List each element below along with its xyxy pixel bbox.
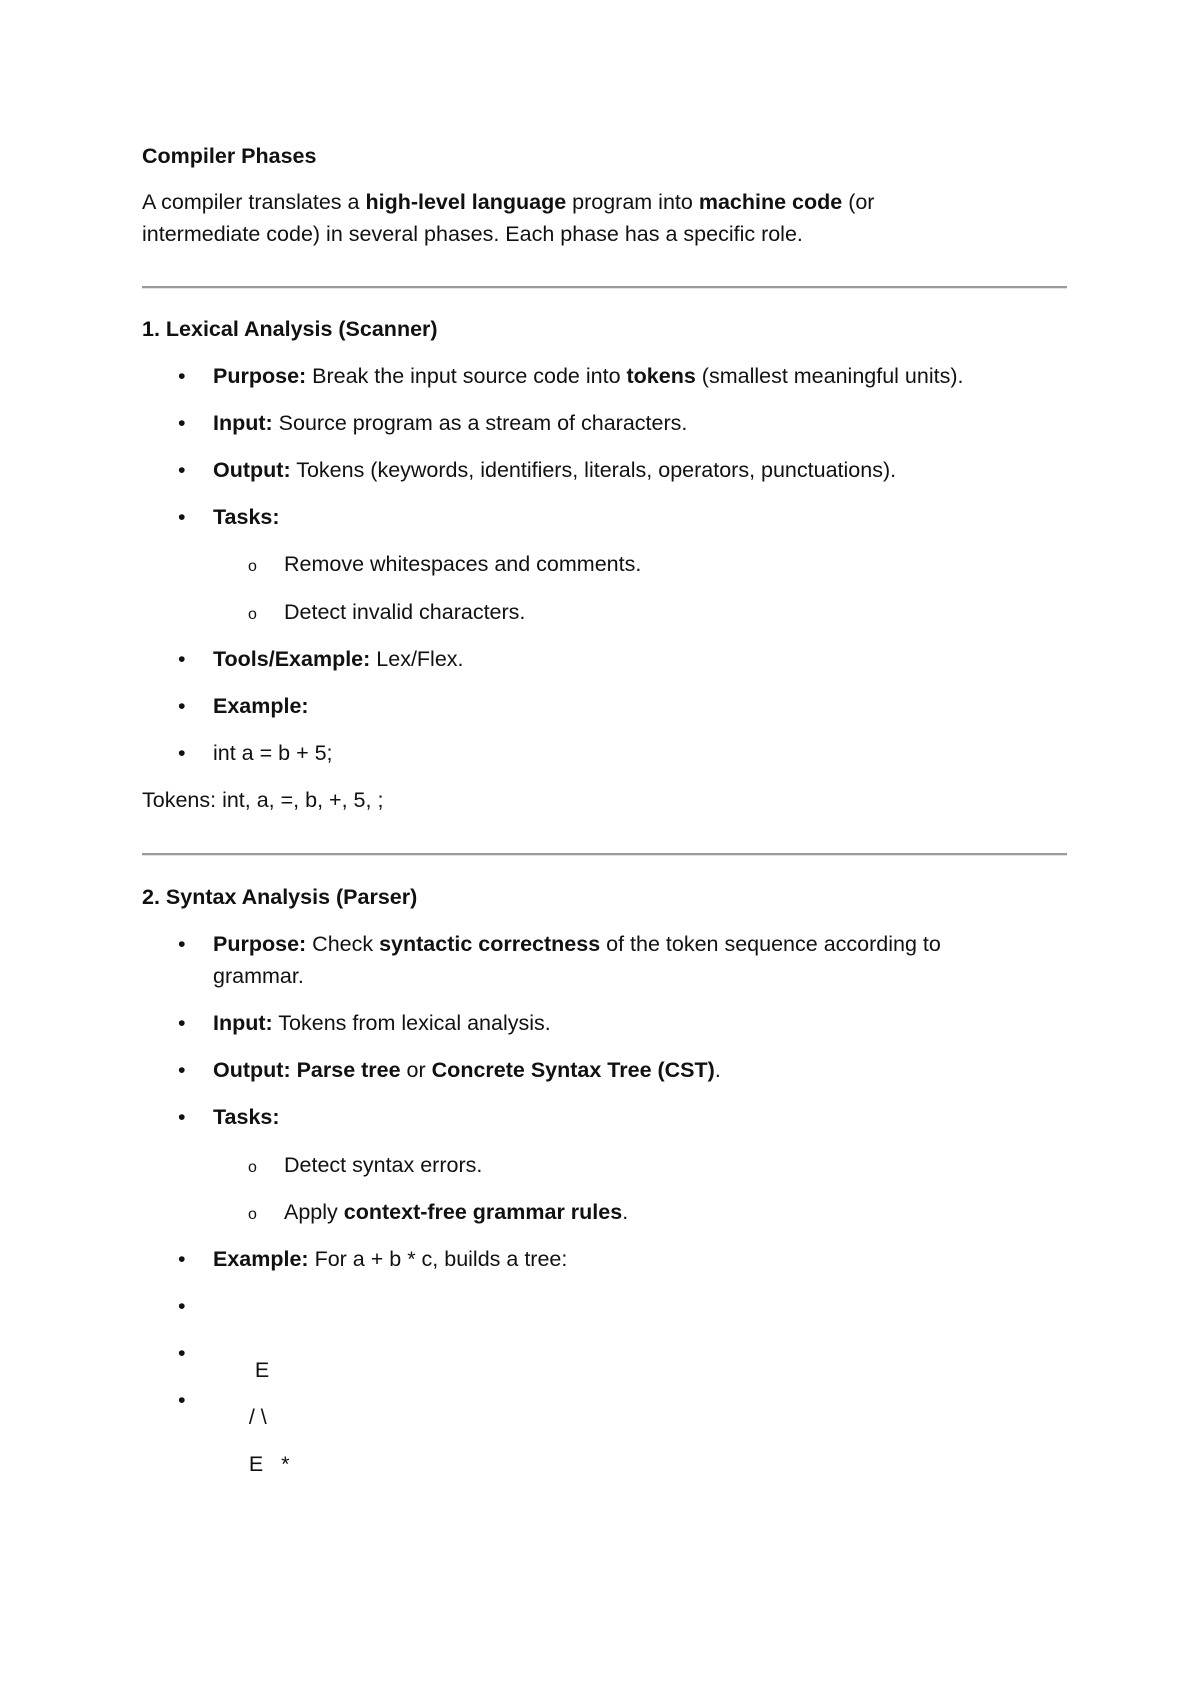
item-bold-term: Concrete Syntax Tree (CST) bbox=[431, 1058, 715, 1082]
code-example: int a = b + 5; bbox=[213, 741, 333, 765]
item-label: Tasks: bbox=[213, 505, 280, 529]
sub-item-text: Detect syntax errors. bbox=[284, 1153, 483, 1177]
tree-text: E * bbox=[236, 1452, 290, 1476]
item-text: Tokens from lexical analysis. bbox=[272, 1011, 551, 1035]
bullet-icon: • bbox=[178, 1105, 186, 1129]
list-item-purpose-continued: grammar. bbox=[213, 964, 304, 988]
horizontal-divider bbox=[142, 853, 1067, 856]
circle-bullet-icon: o bbox=[248, 1206, 257, 1223]
list-item-tasks bbox=[178, 1101, 280, 1133]
bullet-icon: • bbox=[178, 1388, 186, 1412]
intro-bold-term: high-level language bbox=[365, 190, 567, 214]
bullet-icon: • bbox=[178, 647, 186, 671]
sub-item-text: Apply bbox=[284, 1200, 344, 1224]
bullet-icon: • bbox=[178, 1247, 186, 1271]
intro-text: A compiler translates a bbox=[142, 190, 366, 214]
list-item-tools bbox=[178, 643, 464, 675]
list-item-output bbox=[178, 1054, 721, 1086]
bullet-icon: • bbox=[178, 741, 186, 765]
item-text: Tokens (keywords, identifiers, literals, operators, punctuations). bbox=[290, 458, 897, 482]
item-text: (smallest meaningful units). bbox=[695, 364, 964, 388]
tokens-line: Tokens: int, a, =, b, +, 5, ; bbox=[142, 788, 384, 812]
bullet-icon: • bbox=[178, 458, 186, 482]
sub-list-item bbox=[248, 1149, 483, 1181]
sub-list-item bbox=[248, 548, 642, 580]
list-item-example bbox=[178, 690, 309, 722]
tree-line bbox=[178, 1384, 290, 1512]
item-text: Source program as a stream of characters. bbox=[272, 411, 688, 435]
item-label: Example: bbox=[213, 694, 309, 718]
intro-text: program into bbox=[566, 190, 699, 214]
item-text: . bbox=[714, 1058, 721, 1082]
tree-text: E bbox=[236, 1358, 270, 1382]
sub-item-text: . bbox=[622, 1200, 629, 1224]
item-label: Tools/Example: bbox=[213, 647, 371, 671]
item-label: Example: bbox=[213, 1247, 309, 1271]
document-title: Compiler Phases bbox=[142, 144, 317, 168]
list-item-input bbox=[178, 1007, 551, 1039]
list-item-example bbox=[178, 1243, 568, 1275]
intro-line-1 bbox=[142, 186, 874, 218]
intro-text: (or bbox=[842, 190, 875, 214]
item-label: Output: bbox=[213, 458, 291, 482]
item-text: or bbox=[400, 1058, 432, 1082]
list-item-output bbox=[178, 454, 897, 486]
item-text: Lex/Flex. bbox=[370, 647, 464, 671]
item-text: Break the input source code into bbox=[306, 364, 627, 388]
item-bold-term: tokens bbox=[626, 364, 696, 388]
intro-bold-term: machine code bbox=[698, 190, 843, 214]
list-item-purpose bbox=[178, 360, 964, 392]
item-label: Purpose: bbox=[213, 932, 307, 956]
item-bold-term: syntactic correctness bbox=[379, 932, 601, 956]
item-label: Input: bbox=[213, 1011, 273, 1035]
item-label: Output: bbox=[213, 1058, 291, 1082]
item-text: Check bbox=[306, 932, 380, 956]
list-item-code bbox=[178, 737, 333, 769]
bullet-icon: • bbox=[178, 1341, 186, 1365]
list-item-tasks bbox=[178, 501, 280, 533]
item-bold-term: Parse tree bbox=[290, 1058, 401, 1082]
sub-list-item bbox=[248, 596, 526, 628]
item-text: of the token sequence according to bbox=[600, 932, 941, 956]
item-label: Tasks: bbox=[213, 1105, 280, 1129]
bullet-icon: • bbox=[178, 1011, 186, 1035]
bullet-icon: • bbox=[178, 1058, 186, 1082]
section-1-heading: 1. Lexical Analysis (Scanner) bbox=[142, 317, 438, 341]
sub-list-item bbox=[248, 1196, 629, 1228]
circle-bullet-icon: o bbox=[248, 558, 257, 575]
intro-line-2: intermediate code) in several phases. Each phase has a specific role. bbox=[142, 222, 803, 246]
bullet-icon: • bbox=[178, 411, 186, 435]
circle-bullet-icon: o bbox=[248, 606, 257, 623]
item-text: For a + b * c, builds a tree: bbox=[308, 1247, 568, 1271]
list-item-purpose bbox=[178, 928, 941, 960]
section-2-heading: 2. Syntax Analysis (Parser) bbox=[142, 885, 418, 909]
tree-text: / \ bbox=[236, 1405, 267, 1429]
item-label: Input: bbox=[213, 411, 273, 435]
bullet-icon: • bbox=[178, 694, 186, 718]
list-item-input bbox=[178, 407, 688, 439]
bullet-icon: • bbox=[178, 505, 186, 529]
item-label: Purpose: bbox=[213, 364, 307, 388]
bullet-icon: • bbox=[178, 1294, 186, 1318]
horizontal-divider bbox=[142, 286, 1067, 289]
bullet-icon: • bbox=[178, 364, 186, 388]
item-bold-term: context-free grammar rules bbox=[343, 1200, 623, 1224]
bullet-icon: • bbox=[178, 932, 186, 956]
sub-item-text: Remove whitespaces and comments. bbox=[284, 552, 642, 576]
sub-item-text: Detect invalid characters. bbox=[284, 600, 526, 624]
circle-bullet-icon: o bbox=[248, 1159, 257, 1176]
